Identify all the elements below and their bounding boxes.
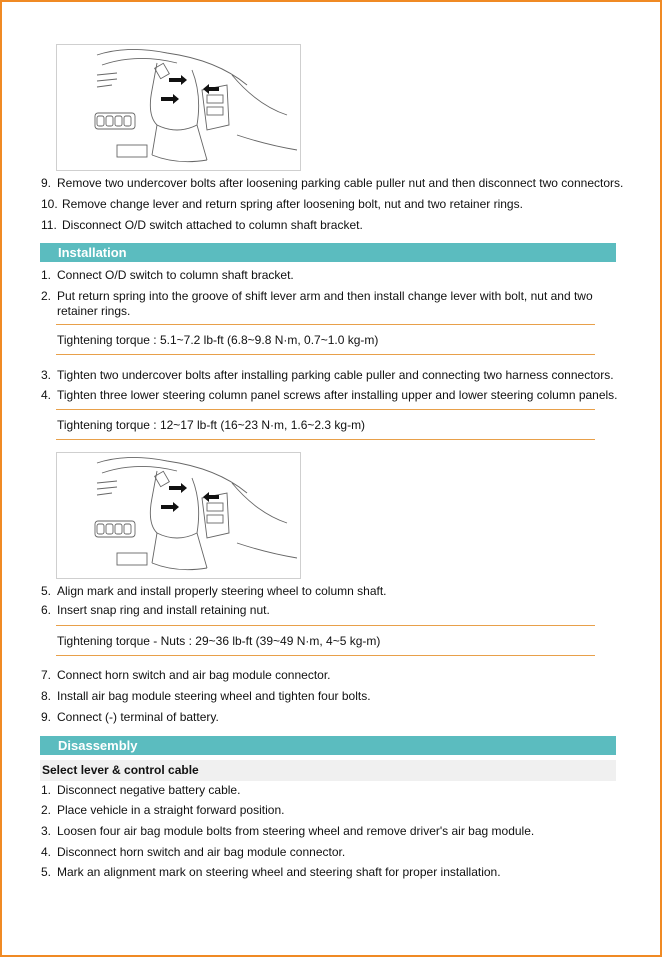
installation-step-3: 3. Tighten two undercover bolts after installing parking cable puller and connecting two harness connectors. xyxy=(41,368,614,382)
steering-column-diagram-icon xyxy=(57,453,300,578)
disassembly-step-4: 4. Disconnect horn switch and air bag module connector. xyxy=(41,845,346,859)
steering-column-diagram-icon xyxy=(57,45,300,170)
disassembly-step-3: 3. Loosen four air bag module bolts from steering wheel and remove driver's air bag module. xyxy=(41,824,535,838)
disassembly-step-1: 1. Disconnect negative battery cable. xyxy=(41,783,241,797)
installation-step-8: 8. Install air bag module steering wheel and tighten four bolts. xyxy=(41,689,371,703)
removal-step-11: 11. Disconnect O/D switch attached to column shaft bracket. xyxy=(41,218,363,232)
disassembly-step-2: 2. Place vehicle in a straight forward position. xyxy=(41,803,285,817)
torque-spec-3: Tightening torque - Nuts : 29~36 lb-ft (39~49 N·m, 4~5 kg-m) xyxy=(56,625,595,656)
installation-step-2: 2. Put return spring into the groove of shift lever arm and then install change lever with bolt, nut and two retainer rings. xyxy=(41,289,593,318)
installation-step-4: 4. Tighten three lower steering column panel screws after installing upper and lower steering column panels. xyxy=(41,388,618,402)
removal-step-9: 9. Remove two undercover bolts after loosening parking cable puller nut and then disconnect two connectors. xyxy=(41,176,624,190)
torque-spec-1: Tightening torque : 5.1~7.2 lb-ft (6.8~9.8 N·m, 0.7~1.0 kg-m) xyxy=(56,324,595,355)
installation-heading: Installation xyxy=(40,243,616,262)
installation-step-6: 6. Insert snap ring and install retaining nut. xyxy=(41,603,270,617)
disassembly-step-5: 5. Mark an alignment mark on steering wheel and steering shaft for proper installation. xyxy=(41,865,501,879)
disassembly-subheading: Select lever & control cable xyxy=(40,760,616,781)
disassembly-heading: Disassembly xyxy=(40,736,616,755)
installation-step-9: 9. Connect (-) terminal of battery. xyxy=(41,710,219,724)
installation-step-7: 7. Connect horn switch and air bag module connector. xyxy=(41,668,331,682)
installation-step-5: 5. Align mark and install properly steering wheel to column shaft. xyxy=(41,584,387,598)
removal-step-10: 10. Remove change lever and return spring after loosening bolt, nut and two retainer rings. xyxy=(41,197,523,211)
figure-steering-column-1 xyxy=(56,44,301,171)
figure-steering-column-2 xyxy=(56,452,301,579)
torque-spec-2: Tightening torque : 12~17 lb-ft (16~23 N·m, 1.6~2.3 kg-m) xyxy=(56,409,595,440)
installation-step-1: 1. Connect O/D switch to column shaft bracket. xyxy=(41,268,294,282)
